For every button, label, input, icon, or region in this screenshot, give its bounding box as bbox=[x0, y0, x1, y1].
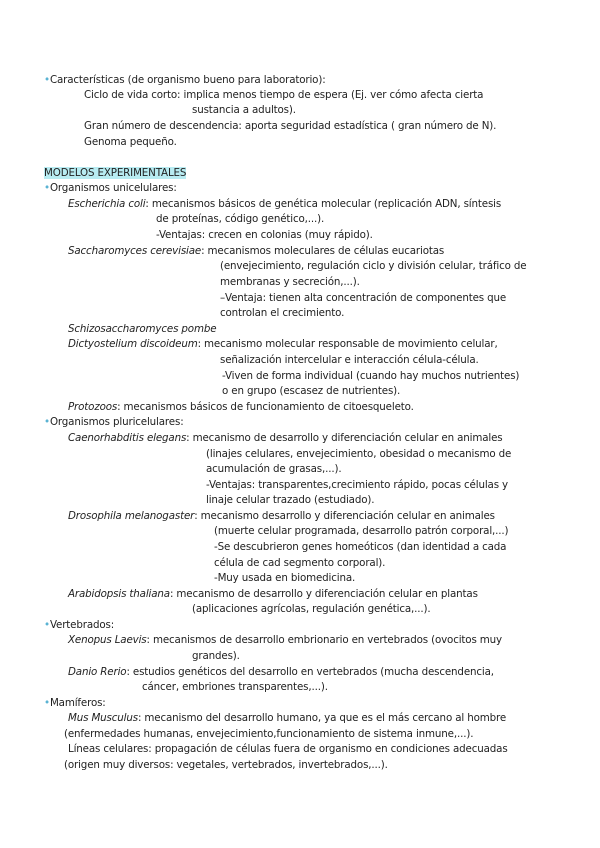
text-line: -Ventajas: crecen en colonias (muy rápido). bbox=[156, 229, 373, 241]
organism-xenopus: Xenopus Laevis: mecanismos de desarrollo embrionario en vertebrados (ovocitos muy bbox=[68, 634, 502, 646]
cell-lines-line: Líneas celulares: propagación de células fuera de organismo en condiciones adecuadas bbox=[68, 743, 508, 755]
text-line: grandes). bbox=[192, 650, 240, 662]
text-line: (aplicaciones agrícolas, regulación genética,...). bbox=[192, 603, 431, 615]
characteristic-line: sustancia a adultos). bbox=[192, 104, 296, 116]
text-line: (origen muy diversos: vegetales, vertebrados, invertebrados,...). bbox=[64, 759, 388, 771]
organism-ecoli: Escherichia coli: mecanismos básicos de genética molecular (replicación ADN, síntesis bbox=[68, 198, 502, 210]
text-line: célula de cad segmento corporal). bbox=[214, 557, 386, 569]
text-line: -Viven de forma individual (cuando hay muchos nutrientes) bbox=[222, 370, 520, 382]
text-line: o en grupo (escasez de nutrientes). bbox=[222, 385, 401, 397]
text-line: señalización intercelular e interacción célula-célula. bbox=[220, 354, 479, 366]
mammals-title: •Mamíferos: bbox=[44, 697, 106, 709]
organism-dictyostelium: Dictyostelium discoideum: mecanismo molecular responsable de movimiento celular, bbox=[68, 338, 498, 350]
text-line: linaje celular trazado (estudiado). bbox=[206, 494, 375, 506]
multicellular-title: •Organismos pluricelulares: bbox=[44, 416, 184, 428]
bullet-icon: • bbox=[44, 619, 50, 631]
organism-celegans: Caenorhabditis elegans: mecanismo de desarrollo y diferenciación celular en animales bbox=[68, 432, 503, 444]
vertebrates-title: •Vertebrados: bbox=[44, 619, 115, 631]
organism-danio: Danio Rerio: estudios genéticos del desarrollo en vertebrados (mucha descendencia, bbox=[68, 666, 494, 678]
organism-protozoos: Protozoos: mecanismos básicos de funcionamiento de citoesqueleto. bbox=[68, 401, 414, 413]
text-line: -Muy usada en biomedicina. bbox=[214, 572, 356, 584]
bullet-icon: • bbox=[44, 74, 50, 86]
characteristic-line: Gran número de descendencia: aporta seguridad estadística ( gran número de N). bbox=[84, 120, 497, 132]
organism-mus: Mus Musculus: mecanismo del desarrollo humano, ya que es el más cercano al hombre bbox=[68, 712, 507, 724]
organism-arabidopsis: Arabidopsis thaliana: mecanismo de desarrollo y diferenciación celular en plantas bbox=[68, 588, 478, 600]
organism-scerevisiae: Saccharomyces cerevisiae: mecanismos moleculares de células eucariotas bbox=[68, 245, 445, 257]
unicellular-title: •Organismos unicelulares: bbox=[44, 182, 177, 194]
characteristic-line: Ciclo de vida corto: implica menos tiempo de espera (Ej. ver cómo afecta cierta bbox=[84, 89, 484, 101]
bullet-icon: • bbox=[44, 416, 50, 428]
text-line: controlan el crecimiento. bbox=[220, 307, 345, 319]
organism-drosophila: Drosophila melanogaster: mecanismo desarrollo y diferenciación celular en animales bbox=[68, 510, 495, 522]
section-heading: MODELOS EXPERIMENTALES bbox=[44, 167, 187, 179]
organism-spombe: Schizosaccharomyces pombe bbox=[68, 323, 217, 335]
bullet-icon: • bbox=[44, 697, 50, 709]
text-line: membranas y secreción,...). bbox=[220, 276, 360, 288]
text-line: acumulación de grasas,...). bbox=[206, 463, 342, 475]
text-line: -Ventajas: transparentes,crecimiento rápido, pocas células y bbox=[206, 479, 508, 491]
characteristics-title: •Características (de organismo bueno para laboratorio): bbox=[44, 74, 326, 86]
text-line: de proteínas, código genético,...). bbox=[156, 213, 325, 225]
characteristic-line: Genoma pequeño. bbox=[84, 136, 177, 148]
text-line: (muerte celular programada, desarrollo patrón corporal,...) bbox=[214, 525, 509, 537]
bullet-icon: • bbox=[44, 182, 50, 194]
text-line: (linajes celulares, envejecimiento, obesidad o mecanismo de bbox=[206, 448, 512, 460]
text-line: -Se descubrieron genes homeóticos (dan identidad a cada bbox=[214, 541, 507, 553]
text-line: (envejecimiento, regulación ciclo y división celular, tráfico de bbox=[220, 260, 527, 272]
text-line: cáncer, embriones transparentes,...). bbox=[142, 681, 328, 693]
text-line: (enfermedades humanas, envejecimiento,funcionamiento de sistema inmune,...). bbox=[64, 728, 474, 740]
text-line: –Ventaja: tienen alta concentración de componentes que bbox=[220, 292, 507, 304]
